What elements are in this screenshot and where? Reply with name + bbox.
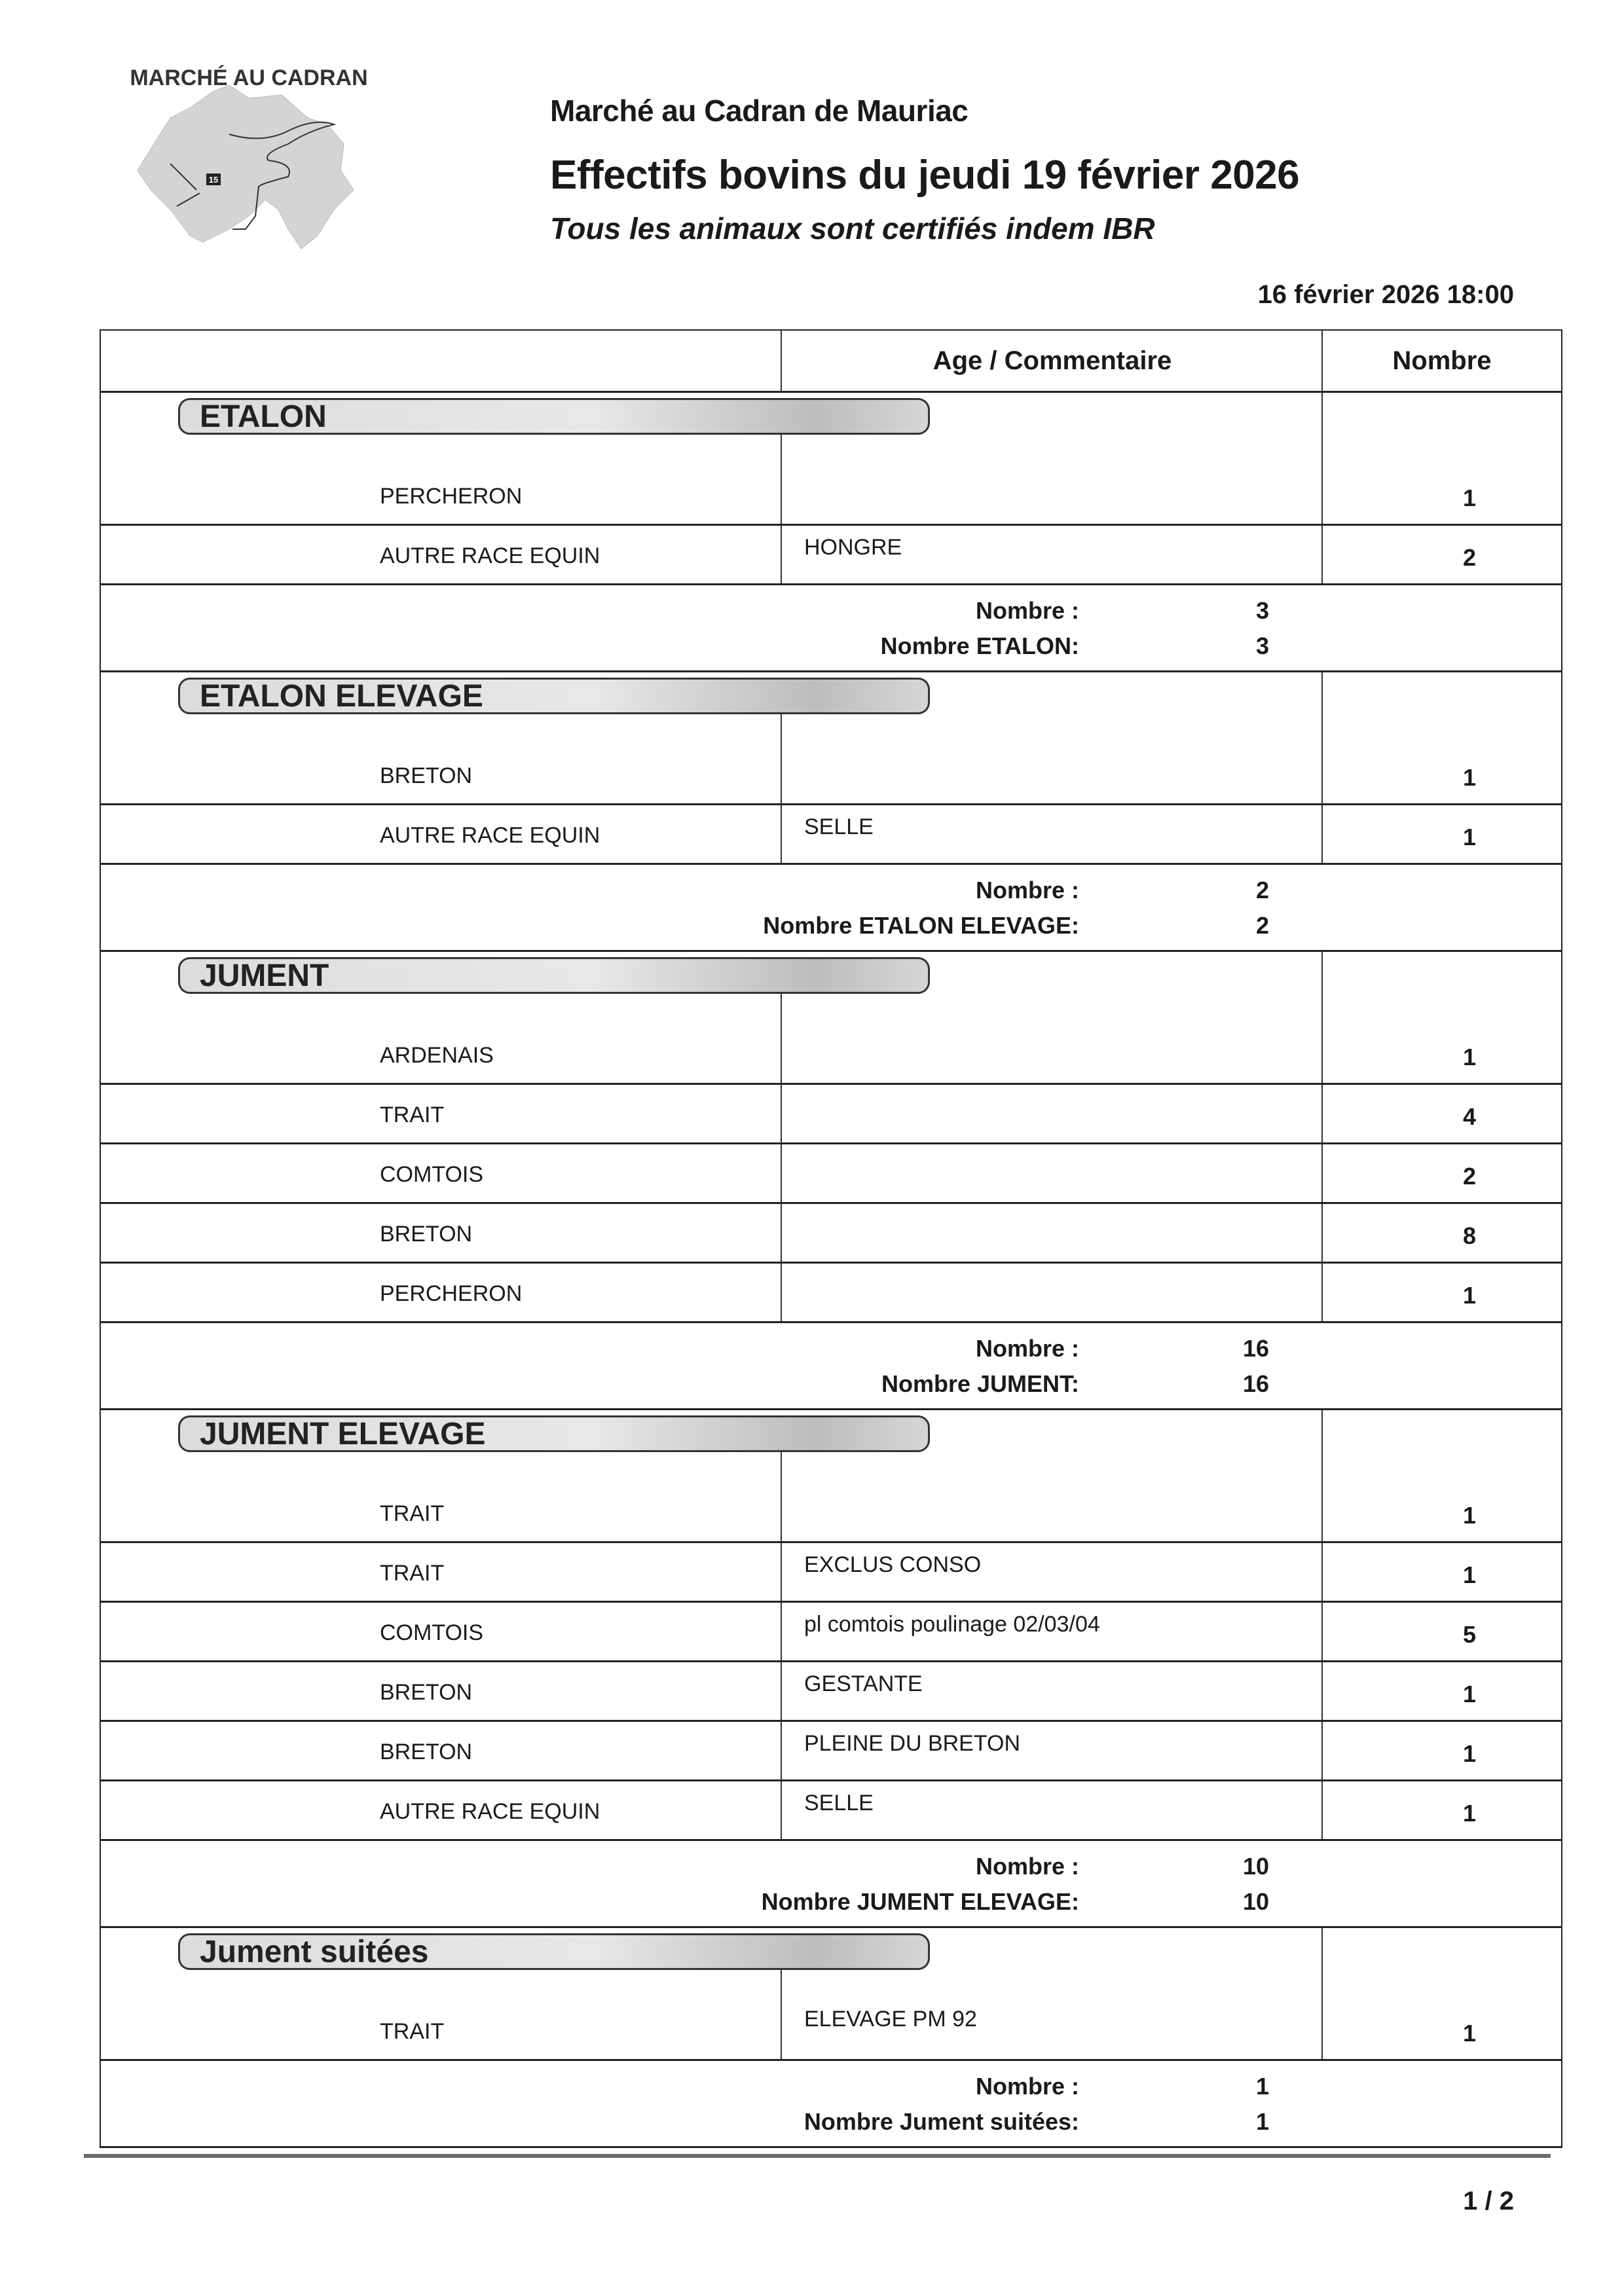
comment-cell	[781, 1722, 1323, 1779]
column-divider	[1321, 1928, 1323, 1987]
section-header	[101, 393, 1561, 452]
breed-cell: BRETON	[380, 1680, 473, 1705]
count-value: 1	[1462, 1561, 1476, 1588]
footer-divider	[84, 2154, 1551, 2158]
count-value: 1	[1462, 1502, 1476, 1529]
breed-cell: AUTRE RACE EQUIN	[380, 543, 600, 568]
market-logo	[92, 46, 406, 268]
column-divider	[781, 991, 782, 1011]
group-total-label: Nombre JUMENT:	[881, 1370, 1079, 1397]
comment-text: pl comtois poulinage 02/03/04	[804, 1612, 1100, 1637]
table-row	[101, 1987, 1561, 2061]
breed-cell: TRAIT	[380, 1501, 445, 1526]
breed-cell: BRETON	[380, 1740, 473, 1764]
badge-text: 15	[208, 175, 219, 185]
comment-text: ELEVAGE PM 92	[804, 2007, 977, 2032]
comment-text: EXCLUS CONSO	[804, 1552, 982, 1577]
market-name: Marché au Cadran de Mauriac	[550, 94, 969, 128]
count-value: 2	[1462, 1163, 1476, 1190]
comment-text: GESTANTE	[804, 1671, 923, 1696]
count-cell	[1321, 1469, 1561, 1541]
cantal-map-shape	[138, 85, 354, 249]
total-label: Nombre :	[975, 1853, 1079, 1880]
table-row	[101, 1543, 1561, 1603]
sections-container	[101, 393, 1561, 2148]
section-totals	[101, 585, 1561, 672]
group-total-value: 2	[1255, 912, 1269, 939]
page-number: 1 / 2	[1463, 2187, 1514, 2215]
count-cell	[1321, 1543, 1561, 1601]
comment-cell	[781, 1662, 1323, 1720]
section-title: JUMENT ELEVAGE	[178, 1415, 930, 1452]
livestock-table	[100, 329, 1562, 2148]
table-row	[101, 1469, 1561, 1543]
count-value: 1	[1462, 1740, 1476, 1767]
table-row	[101, 1722, 1561, 1781]
count-cell	[1321, 1264, 1561, 1321]
table-row	[101, 1662, 1561, 1722]
count-cell	[1321, 1781, 1561, 1839]
total-label: Nombre :	[975, 1335, 1079, 1362]
count-value: 1	[1462, 764, 1476, 791]
group-total-value: 1	[1255, 2108, 1269, 2135]
count-cell	[1321, 1722, 1561, 1779]
page-title: Effectifs bovins du jeudi 19 février 2026	[550, 153, 1300, 198]
comment-cell	[781, 1987, 1323, 2059]
column-divider	[781, 432, 782, 452]
breed-cell: ARDENAIS	[380, 1043, 494, 1068]
column-divider	[781, 1449, 782, 1469]
column-divider	[1321, 952, 1323, 1011]
count-value: 1	[1462, 824, 1476, 850]
breed-cell: COMTOIS	[380, 1620, 484, 1645]
count-cell	[1321, 731, 1561, 803]
breed-cell: AUTRE RACE EQUIN	[380, 1799, 600, 1824]
section-header	[101, 672, 1561, 731]
count-cell	[1321, 452, 1561, 524]
group-total-label: Nombre ETALON ELEVAGE:	[763, 912, 1079, 939]
section-totals	[101, 1841, 1561, 1928]
section-title: ETALON	[178, 398, 930, 435]
count-value: 1	[1462, 1282, 1476, 1309]
column-header-count: Nombre	[1321, 331, 1561, 391]
total-label: Nombre :	[975, 597, 1079, 624]
table-row	[101, 526, 1561, 585]
breed-cell: PERCHERON	[380, 484, 523, 509]
section-header	[101, 1410, 1561, 1469]
count-cell	[1321, 1603, 1561, 1660]
breed-cell: TRAIT	[380, 2019, 445, 2044]
group-total-label: Nombre JUMENT ELEVAGE:	[761, 1888, 1079, 1915]
total-label: Nombre :	[975, 2073, 1079, 2100]
table-row	[101, 1144, 1561, 1204]
total-value: 2	[1255, 877, 1269, 903]
print-date: 16 février 2026 18:00	[1257, 280, 1514, 309]
count-value: 5	[1462, 1621, 1476, 1648]
count-cell	[1321, 1662, 1561, 1720]
total-value: 16	[1242, 1335, 1269, 1362]
count-value: 1	[1462, 2020, 1476, 2047]
table-row	[101, 1603, 1561, 1662]
group-total-value: 10	[1242, 1888, 1269, 1915]
breed-cell: TRAIT	[380, 1102, 445, 1127]
total-value: 10	[1242, 1853, 1269, 1880]
count-cell	[1321, 1204, 1561, 1262]
section-header	[101, 1928, 1561, 1987]
column-header-comment: Age / Commentaire	[781, 331, 1323, 391]
column-divider	[781, 1967, 782, 1987]
total-label: Nombre :	[975, 877, 1079, 903]
comment-text: PLEINE DU BRETON	[804, 1731, 1021, 1756]
table-header	[101, 331, 1561, 393]
count-cell	[1321, 526, 1561, 583]
comment-cell	[781, 452, 1323, 524]
comment-cell	[781, 526, 1323, 583]
section-totals	[101, 2061, 1561, 2148]
comment-text: SELLE	[804, 1791, 874, 1815]
comment-cell	[781, 1543, 1323, 1601]
breed-cell: TRAIT	[380, 1561, 445, 1586]
count-value: 4	[1462, 1103, 1476, 1130]
table-row	[101, 805, 1561, 865]
group-total-value: 3	[1255, 632, 1269, 659]
count-cell	[1321, 1987, 1561, 2059]
section-totals	[101, 865, 1561, 952]
group-total-value: 16	[1242, 1370, 1269, 1397]
table-row	[101, 452, 1561, 526]
count-cell	[1321, 1085, 1561, 1142]
group-total-label: Nombre Jument suitées:	[803, 2108, 1079, 2135]
comment-cell	[781, 1603, 1323, 1660]
comment-cell	[781, 1085, 1323, 1142]
table-row	[101, 1781, 1561, 1841]
section-title: JUMENT	[178, 957, 930, 994]
table-row	[101, 1011, 1561, 1085]
column-divider	[781, 712, 782, 731]
count-value: 1	[1462, 1044, 1476, 1070]
comment-cell	[781, 1781, 1323, 1839]
table-row	[101, 1085, 1561, 1144]
column-divider	[1321, 393, 1323, 452]
total-value: 1	[1255, 2073, 1269, 2100]
count-cell	[1321, 805, 1561, 863]
comment-cell	[781, 1144, 1323, 1202]
count-value: 1	[1462, 1681, 1476, 1707]
certification-note: Tous les animaux sont certifiés indem IBR	[550, 211, 1155, 246]
comment-cell	[781, 1011, 1323, 1083]
total-value: 3	[1255, 597, 1269, 624]
comment-text: SELLE	[804, 814, 874, 839]
count-cell	[1321, 1144, 1561, 1202]
column-divider	[1321, 672, 1323, 731]
count-value: 1	[1462, 1800, 1476, 1827]
breed-cell: BRETON	[380, 763, 473, 788]
comment-cell	[781, 731, 1323, 803]
breed-cell: AUTRE RACE EQUIN	[380, 823, 600, 848]
section-title: ETALON ELEVAGE	[178, 678, 930, 714]
column-divider	[1321, 1410, 1323, 1469]
comment-cell	[781, 1204, 1323, 1262]
comment-cell	[781, 805, 1323, 863]
group-total-label: Nombre ETALON:	[880, 632, 1079, 659]
section-title: Jument suitées	[178, 1933, 930, 1970]
comment-cell	[781, 1264, 1323, 1321]
breed-cell: BRETON	[380, 1222, 473, 1247]
logo-title: MARCHÉ AU CADRAN	[130, 65, 368, 90]
count-value: 8	[1462, 1222, 1476, 1249]
comment-text: HONGRE	[804, 535, 902, 560]
count-value: 1	[1462, 484, 1476, 511]
table-row	[101, 1204, 1561, 1264]
section-header	[101, 952, 1561, 1011]
count-cell	[1321, 1011, 1561, 1083]
count-value: 2	[1462, 544, 1476, 571]
comment-cell	[781, 1469, 1323, 1541]
section-totals	[101, 1323, 1561, 1410]
table-row	[101, 1264, 1561, 1323]
breed-cell: PERCHERON	[380, 1281, 523, 1306]
breed-cell: COMTOIS	[380, 1162, 484, 1187]
table-row	[101, 731, 1561, 805]
